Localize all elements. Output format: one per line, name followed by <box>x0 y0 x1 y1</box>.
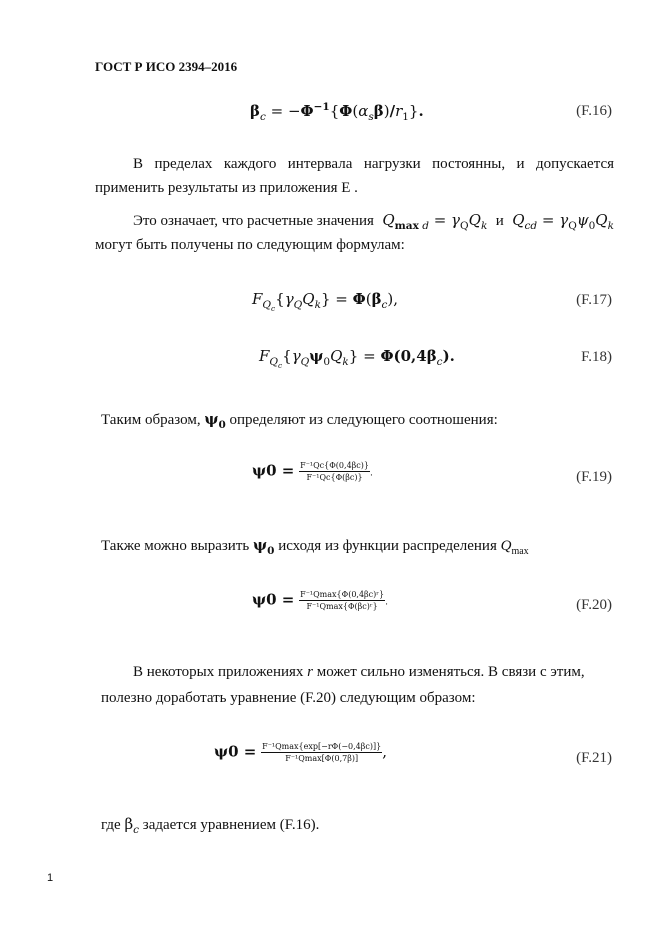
equation-number-f16: (F.16) <box>576 103 612 119</box>
equation-f16: $\beta_c = -\Phi^{-1}\{\Phi(\alpha_s\beta)/r_1\}$. <box>250 101 424 123</box>
equation-f21-lhs: ψ0 = <box>214 742 257 761</box>
paragraph-4: Также можно выразить $\psi_0$ исходя из функции распределения $Q_{max}$ <box>101 536 529 557</box>
equation-f21: ψ0 = $\frac{\text{F⁻¹Qmax\{exp[−rΦ(−0,4βc)]\}}}{\text{F⁻¹Qmax[Φ(0,7β)]}}$ , <box>214 742 387 763</box>
inline-symbol-psi0: $\psi_0$ <box>204 410 226 431</box>
paragraph-6 <box>101 812 319 842</box>
equation-f19-lhs: ψ0 = <box>252 461 295 480</box>
equation-number-f21: (F.21) <box>576 750 612 766</box>
equation-f21-numerator: F⁻¹Qmax{exp[−rΦ(−0,4βc)]} <box>262 742 382 751</box>
equation-f20: ψ0 = $\frac{\text{F⁻¹Qmax\{Φ(0,4βc)ʳ\}}}{\text{F⁻¹Qmax\{Φ(βc)ʳ\}}}$ . <box>252 590 389 611</box>
paragraph-1-line-1: В пределах каждого интервала нагрузки постоянны, и допускается <box>133 156 614 172</box>
equation-f19: ψ0 = $\frac{\text{F⁻¹Qc\{Φ(0,4βc)\}}}{\text{F⁻¹Qc\{Φ(βc)\}}}$ . <box>252 461 373 482</box>
paragraph-4-start: Также можно выразить <box>101 538 250 554</box>
inline-symbol-qmax: Q <box>500 538 512 554</box>
page-number: 1 <box>47 872 54 884</box>
paragraph-1-line-2: применить результаты из приложения Е . <box>95 180 358 196</box>
equation-f19-numerator: F⁻¹Qc{Φ(0,4βc)} <box>300 461 369 470</box>
equation-number-f18: F.18) <box>581 349 612 365</box>
inline-symbol-psi0-2: $\psi_0$ <box>253 536 275 557</box>
equation-f17: $F_{Q_c}\{\gamma_QQ_k\} = \Phi(\beta_c)$, <box>252 290 399 314</box>
equation-number-f17: (F.17) <box>576 292 612 308</box>
inline-symbol-beta-c: $\beta_c$ <box>124 815 140 836</box>
equation-f21-fraction <box>261 742 382 763</box>
paragraph-3-start: Таким образом, <box>101 412 201 428</box>
equation-f21-denominator: F⁻¹Qmax[Φ(0,7β)] <box>285 754 359 763</box>
paragraph-3 <box>101 407 498 437</box>
equation-f20-numerator: F⁻¹Qmax{Φ(0,4βc)ʳ} <box>300 590 385 599</box>
paragraph-4-end: исходя из функции распределения <box>278 538 497 554</box>
inline-formula-qmax-d: $Q_{max d} = \gamma_QQ_k$ <box>382 211 488 232</box>
equation-f18: $F_{Q_c}\{\gamma_Q\psi_0Q_k\} = \Phi(0,4\beta_c)$. <box>259 347 455 371</box>
paragraph-3-end: определяют из следующего соотношения: <box>229 412 498 428</box>
paragraph-6-start: где <box>101 817 121 833</box>
document-header: ГОСТ Р ИСО 2394–2016 <box>95 59 238 74</box>
paragraph-6-end: задается уравнением (F.16). <box>142 817 320 833</box>
paragraph-5-line-1 <box>133 660 585 684</box>
equation-f20-denominator: F⁻¹Qmax{Φ(βc)ʳ} <box>306 602 378 611</box>
paragraph-5-start: В некоторых приложениях <box>133 664 304 680</box>
inline-formula-qcd: $Q_{cd} = \gamma_Q\psi_0Q_k$ <box>512 211 614 232</box>
paragraph-2-text-mid: и <box>495 213 504 229</box>
equation-f19-fraction <box>299 461 370 482</box>
paragraph-2-line-2: могут быть получены по следующим формулам: <box>95 237 405 253</box>
equation-number-f19: (F.19) <box>576 469 612 485</box>
equation-f20-lhs: ψ0 = <box>252 590 295 609</box>
paragraph-5-end: может сильно изменяться. В связи с этим, <box>316 664 585 680</box>
equation-f20-fraction <box>299 590 385 611</box>
inline-symbol-r: r <box>307 664 313 680</box>
paragraph-2-text-start: Это означает, что расчетные значения <box>133 213 374 229</box>
equation-f19-denominator: F⁻¹Qc{Φ(βc)} <box>306 473 363 482</box>
equation-number-f20: (F.20) <box>576 597 612 613</box>
paragraph-5-line-2: полезно доработать уравнение (F.20) следующим образом: <box>101 690 476 706</box>
